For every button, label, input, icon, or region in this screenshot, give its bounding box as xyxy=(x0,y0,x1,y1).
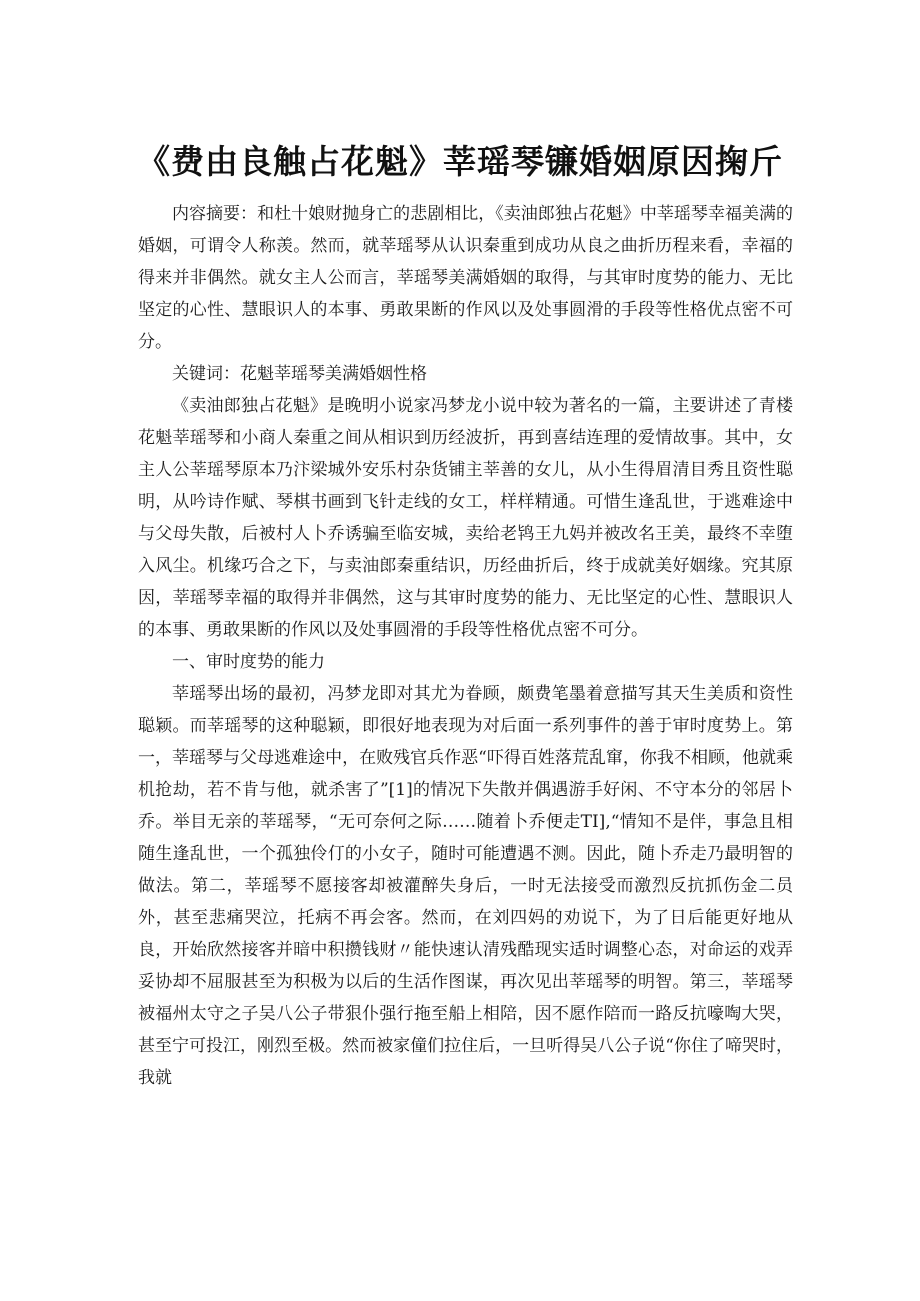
keywords-line: 关键词：花魁莘瑶琴美满婚姻性格 xyxy=(172,364,427,384)
document-title: 《费由良触占花魁》莘瑶琴镰婚姻原因掬斤 xyxy=(137,142,783,181)
document-body xyxy=(138,198,793,1094)
abstract-paragraph: 内容摘要：和杜十娘财抛身亡的悲剧相比，《卖油郎独占花魁》中莘瑶琴幸福美满的婚姻，可谓令人称羡。然而，就莘瑶琴从认识秦重到成功从良之曲折历程来看，幸福的得来并非偶然。就女主人公而言，莘瑶琴美满婚姻的取得，与其审时度势的能力、无比坚定的心性、慧眼识人的本事、勇敢果断的作风以及处事圆滑的手段等性格优点密不可分。 xyxy=(138,204,793,352)
section-paragraph: 莘瑶琴出场的最初，冯梦龙即对其尤为眷顾，颇费笔墨着意描写其天生美质和资性聪颖。而莘瑶琴的这种聪颖，即很好地表现为对后面一系列事件的善于审时度势上。第一，莘瑶琴与父母逃难途中，在败残官兵作恶“吓得百姓落荒乱窜，你我不相顾，他就乘机抢劫，若不肯与他，就杀害了”[1]的情况下失散并偶遇游手好闲、不守本分的邻居卜乔。举目无亲的莘瑶琴，“无可奈何之际……随着卜乔便走TI],“情知不是伴，事急且相随生逢乱世，一个孤独伶仃的小女子，随时可能遭遇不测。因此，随卜乔走乃最明智的做法。第二，莘瑶琴不愿接客却被灌醉失身后，一时无法接受而激烈反抗抓伤金二员外，甚至悲痛哭泣，托病不再会客。然而，在刘四妈的劝说下，为了日后能更好地从良，开始欣然接客并暗中积攒钱财〃能快速认清残酷现实适时调整心态，对命运的戏弄妥协却不屈服甚至为积极为以后的生活作图谋，再次见出莘瑶琴的明智。第三，莘瑶琴被福州太守之子吴八公子带狠仆强行拖至船上相陪，因不愿作陪而一路反抗嚎啕大哭，甚至宁可投江，刚烈至极。然而被家僮们拉住后，一旦听得吴八公子说“你住了啼哭时，我就 xyxy=(138,684,793,1088)
intro-paragraph: 《卖油郎独占花魁》是晚明小说家冯梦龙小说中较为著名的一篇，主要讲述了青楼花魁莘瑶琴和小商人秦重之间从相识到历经波折，再到喜结连理的爱情故事。其中，女主人公莘瑶琴原本乃汴梁城外安乐村杂货铺主莘善的女儿，从小生得眉清目秀且资性聪明，从吟诗作赋、琴棋书画到飞针走线的女工，样样精通。可惜生逢乱世，于逃难途中与父母失散，后被村人卜乔诱骗至临安城，卖给老鸨王九妈并被改名王美，最终不幸堕入风尘。机缘巧合之下，与卖油郎秦重结识，历经曲折后，终于成就美好姻缘。究其原因，莘瑶琴幸福的取得并非偶然，这与其审时度势的能力、无比坚定的心性、慧眼识人的本事、勇敢果断的作风以及处事圆滑的手段等性格优点密不可分。 xyxy=(138,396,793,640)
section-heading: 一、审时度势的能力 xyxy=(172,652,325,672)
